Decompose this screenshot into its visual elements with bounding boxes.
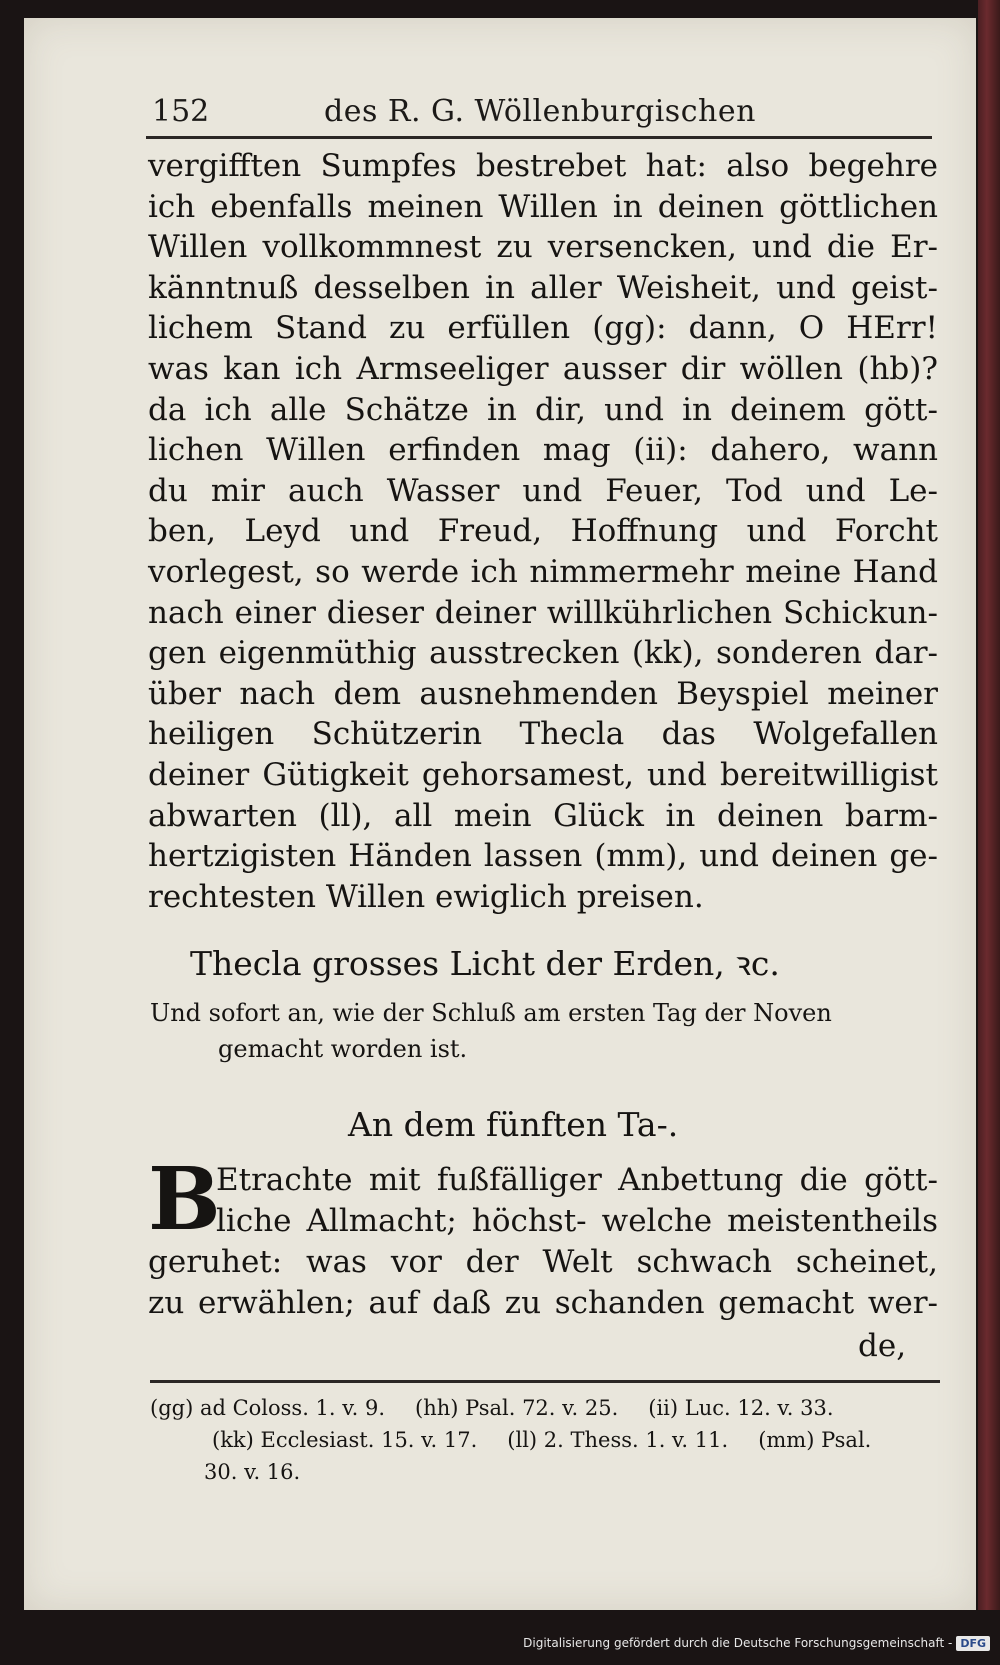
- header-rule: [146, 136, 932, 139]
- footnote-rule: [150, 1380, 940, 1383]
- text-line: vergifften Sumpfes bestrebet hat: also begehre: [148, 148, 938, 184]
- text-line: liche Allmacht; höchst- welche meistentheils: [216, 1203, 938, 1239]
- instruction-line: gemacht worden ist.: [218, 1035, 468, 1063]
- text-line: deiner Gütigkeit gehorsamest, und bereitwilligist: [148, 756, 938, 793]
- text-line: heiligen Schützerin Thecla das Wolgefallen: [148, 716, 938, 753]
- footnote: (ll) 2. Thess. 1. v. 11.: [507, 1428, 729, 1452]
- refrain-line: Thecla grosses Licht der Erden, ꝛc.: [190, 944, 780, 983]
- page-header: [128, 84, 938, 130]
- text-line: zu erwählen; auf daß zu schanden gemacht wer-: [148, 1285, 938, 1321]
- text-line: gen eigenmüthig ausstrecken (kk), sonderen dar-: [148, 635, 938, 672]
- catchword: de,: [858, 1328, 907, 1364]
- dfg-logo: DFG: [956, 1636, 990, 1651]
- text-line: über nach dem ausnehmenden Beyspiel meiner: [148, 675, 938, 712]
- text-line: da ich alle Schätze in dir, und in deinem gött-: [148, 391, 938, 428]
- footnote: (ii) Luc. 12. v. 33.: [648, 1396, 834, 1420]
- text-line: ben, Leyd und Freud, Hoffnung und Forcht: [148, 513, 938, 550]
- text-line: rechtesten Willen ewiglich preisen.: [148, 878, 704, 915]
- footnote: (gg) ad Coloss. 1. v. 9.: [150, 1396, 386, 1420]
- drop-cap: B: [148, 1149, 221, 1250]
- text-line: hertzigisten Händen lassen (mm), und deinen ge-: [148, 838, 938, 875]
- text-line: Etrachte mit fußfälliger Anbettung die gött-: [216, 1162, 938, 1198]
- running-head: des R. G. Wöllenburgischen: [324, 94, 756, 129]
- text-line: lichen Willen erfinden mag (ii): dahero, wann: [148, 432, 938, 469]
- text-line: vorlegest, so werde ich nimmermehr meine Hand: [148, 553, 938, 590]
- footnote: (mm) Psal.: [758, 1428, 872, 1452]
- text-line: lichem Stand zu erfüllen (gg): dann, O HErr!: [148, 310, 938, 347]
- footnote: (hh) Psal. 72. v. 25.: [415, 1396, 619, 1420]
- text-line: abwarten (ll), all mein Glück in deinen barm-: [148, 797, 938, 834]
- text-line: känntnuß desselben in aller Weisheit, und geist-: [148, 269, 938, 306]
- text-line: du mir auch Wasser und Feuer, Tod und Le-: [148, 472, 938, 509]
- footnote-line: 30. v. 16.: [204, 1460, 301, 1484]
- main-paragraph: [148, 146, 938, 917]
- digitization-credit: [523, 1636, 990, 1651]
- instruction-line: Und sofort an, wie der Schluß am ersten Tag der Noven: [150, 999, 832, 1027]
- text-line: Willen vollkommnest zu versencken, und die Er-: [148, 229, 938, 266]
- footnote-line: [150, 1424, 950, 1456]
- instruction-note: [150, 995, 940, 1067]
- text-line: was kan ich Armseeliger ausser dir wöllen (hb)?: [148, 350, 938, 387]
- credit-text: Digitalisierung gefördert durch die Deutsche Forschungsgemeinschaft -: [523, 1636, 953, 1650]
- text-line: ich ebenfalls meinen Willen in deinen göttlichen: [148, 188, 938, 225]
- text-line: geruhet: was vor der Welt schwach scheinet,: [148, 1244, 938, 1280]
- footnote: (kk) Ecclesiast. 15. v. 17.: [212, 1428, 478, 1452]
- book-binding-edge: [978, 0, 1000, 1610]
- footnotes: [150, 1392, 950, 1488]
- text-line: nach einer dieser deiner willkührlichen Schickun-: [148, 594, 938, 631]
- footnote-line: [150, 1392, 950, 1424]
- second-paragraph: [148, 1149, 938, 1324]
- section-title: An dem fünften Ta-.: [348, 1105, 679, 1144]
- page-number: 152: [152, 94, 210, 129]
